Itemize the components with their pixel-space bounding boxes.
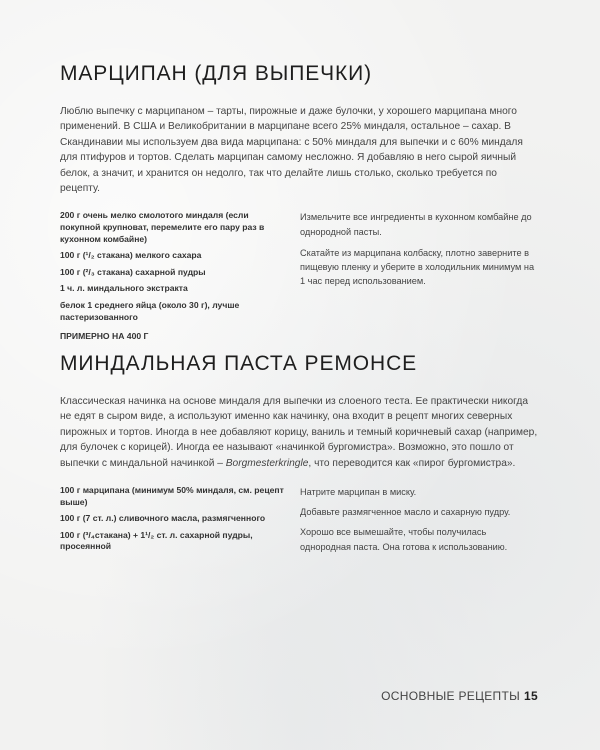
ingredient-item: 100 г (¹/₂ стакана) мелкого сахара: [60, 250, 202, 261]
ingredient-item: 200 г очень мелко смолотого миндаля (если покупной крупноват, перемелите его пару раз в кухонном комбайне): [60, 210, 265, 244]
method-step: Скатайте из марципана колбаску, плотно заверните в пищевую пленку и уберите в холодильник минимум на 1 час перед использованием.: [300, 247, 535, 287]
recipe-columns: [60, 210, 538, 347]
ingredient-item: 100 г (7 ст. л.) сливочного масла, размягченного: [60, 513, 266, 524]
ingredient-item: 1 ч. л. миндального экстракта: [60, 283, 188, 294]
ingredient-item: 100 г (²/₃ стакана) сахарной пудры: [60, 266, 206, 277]
section-name: ОСНОВНЫЕ РЕЦЕПТЫ: [381, 689, 521, 703]
recipe-title: МАРЦИПАН (ДЛЯ ВЫПЕЧКИ): [60, 62, 373, 85]
method-step: Добавьте размягченное масло и сахарную пудру.: [300, 507, 511, 518]
recipe-marzipan: [60, 62, 538, 348]
ingredient-item: белок 1 среднего яйца (около 30 г), лучше пастеризованного: [60, 300, 240, 322]
recipe-intro: [60, 394, 538, 471]
method-step: Измельчите все ингредиенты в кухонном комбайне до однородной пасты.: [300, 212, 532, 237]
method-step: Натрите марципан в миску.: [300, 487, 417, 498]
recipe-yield: ПРИМЕРНО НА 400 Г: [60, 331, 149, 342]
intro-text: Классическая начинка на основе миндаля для выпечки из слоеного теста. Ее практически никогда не едят в сыром виде, а используют именно как начинку, она входит в рецепт многих северных пирожных и тортов. Иногда в нее добавляют корицу, ваниль и темный коричневый сахар (например, для булочек с корицей). Иногда ее называют «начинкой бургомистра». Возможно, это пошло от выпечки с миндальной начинкой –: [60, 396, 538, 469]
method-step: Хорошо все вымешайте, чтобы получилась однородная паста. Она готова к использованию.: [300, 527, 508, 552]
method-steps: [300, 210, 538, 347]
ingredients-list: [60, 485, 288, 560]
page-footer: [381, 689, 538, 703]
recipe-almond-paste: [60, 352, 538, 560]
recipe-title: МИНДАЛЬНАЯ ПАСТА РЕМОНСЕ: [60, 352, 418, 375]
page-number: 15: [524, 689, 538, 703]
recipe-intro: Люблю выпечку с марципаном – тарты, пирожные и даже булочки, у хорошего марципана много применений. В США и Великобритании в марципане всего 25% миндаля, остальное – сахар. В Скандинавии мы используем два вида марципана: с 50% миндаля для выпечки и с 60% миндаля для птифуров и тортов. Сделать марципан самому несложно. Я добавляю в него сырой яичный белок, а значит, и хранится он недолго, так что делайте лишь столько, сколько требуется по рецепту.: [60, 106, 523, 195]
ingredient-item: 100 г (³/₄стакана) + 1¹/₂ ст. л. сахарной пудры, просеянной: [60, 529, 253, 552]
recipe-columns: [60, 485, 538, 560]
ingredients-list: [60, 210, 288, 347]
intro-italic-term: Borgmesterkringle: [225, 457, 309, 469]
ingredient-item: 100 г марципана (минимум 50% миндаля, см. рецепт выше): [60, 485, 284, 507]
intro-text: , что переводится как «пирог бургомистра».: [308, 457, 516, 469]
method-steps: [300, 485, 538, 560]
